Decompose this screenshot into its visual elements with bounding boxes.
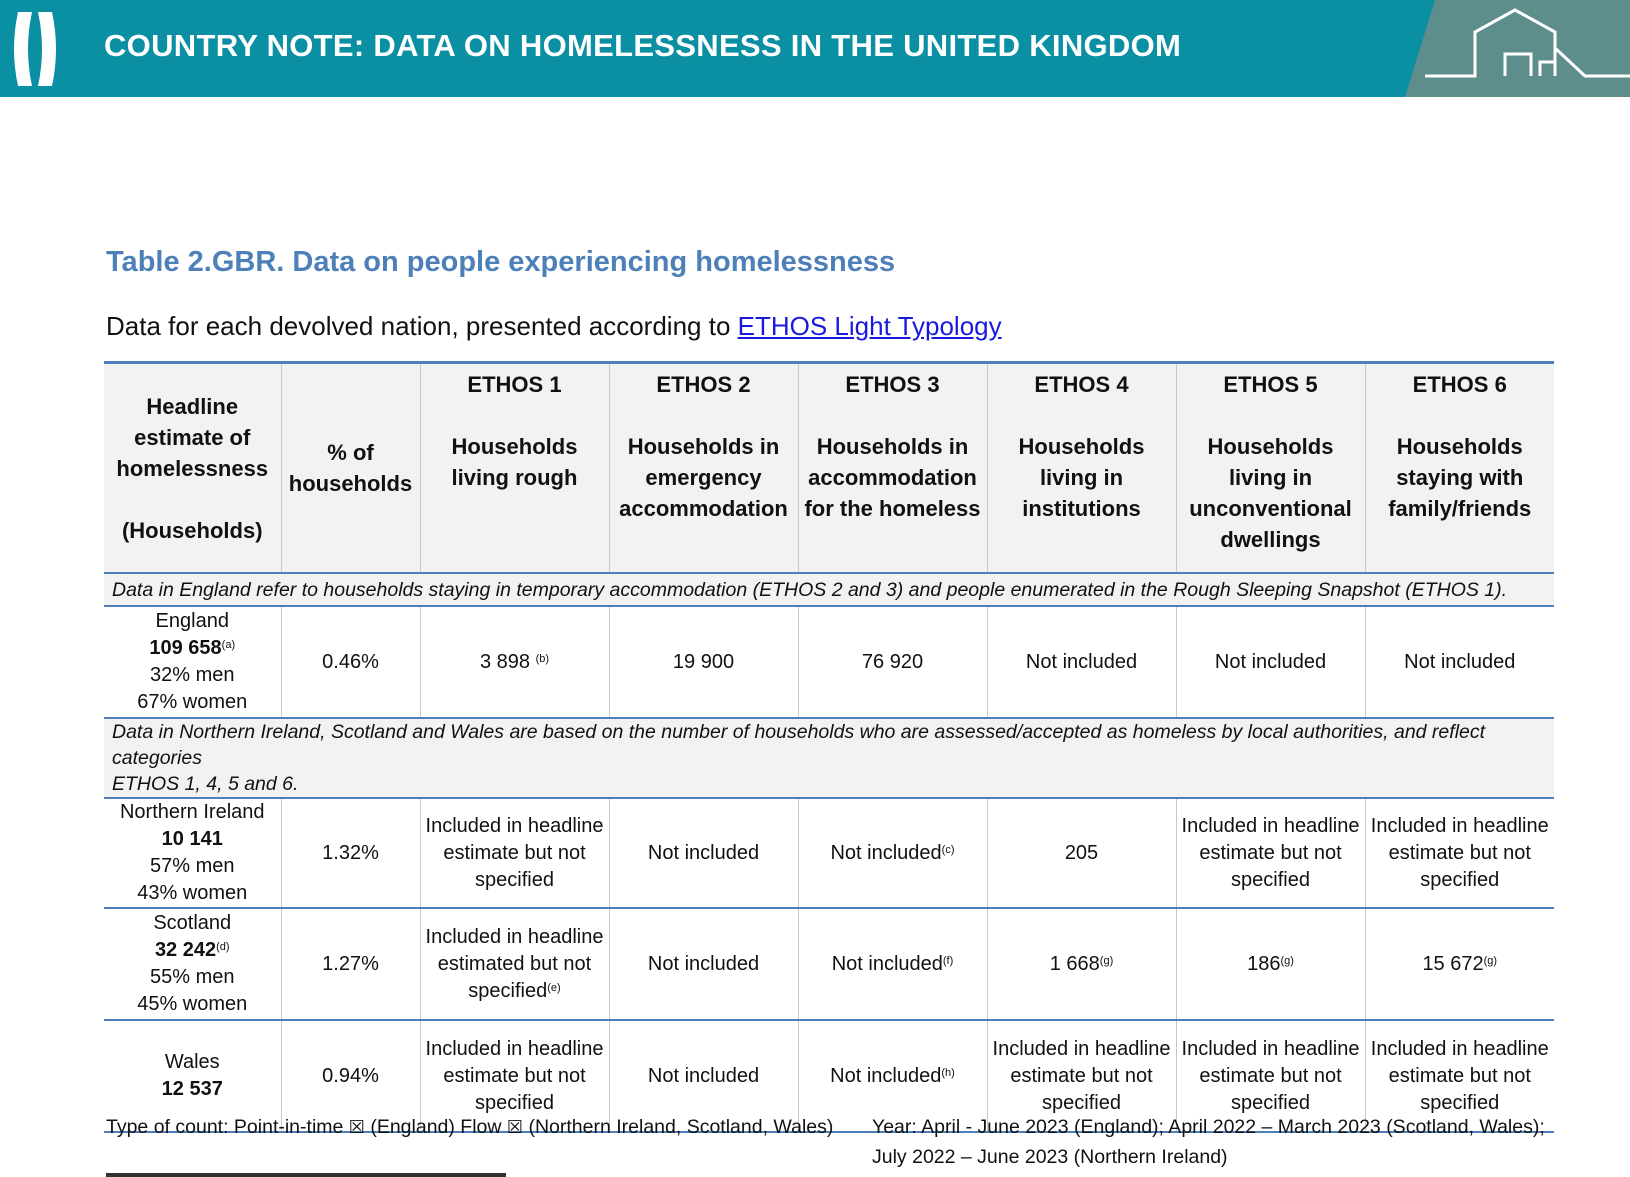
other-nations-note: Data in Northern Ireland, Scotland and Wales are based on the number of households who are assessed/accepted as homeless by local authorities, and reflect categories ETHOS 1, 4, 5 and 6. [104, 718, 1554, 798]
note-row-other-nations [104, 718, 1554, 798]
col-header-ethos-3: ETHOS 3 Households in accommodation for the homeless [798, 363, 987, 574]
wales-ethos2-cell: Not included [609, 1020, 798, 1132]
england-ethos4-cell: Not included [987, 606, 1176, 718]
ni-ethos3-cell: Not included$^{(c)}$ [798, 798, 987, 908]
ni-ethos4-cell: 205 [987, 798, 1176, 908]
col-header-ethos-1: ETHOS 1 Households living rough [420, 363, 609, 574]
scotland-ethos3-cell: Not included$^{(f)}$ [798, 908, 987, 1020]
oecd-chevron-logo-icon [14, 10, 64, 88]
scotland-ethos6-cell: 15 672$^{(g)}$ [1365, 908, 1554, 1020]
table-row-northern-ireland [104, 798, 1554, 908]
scotland-pct-cell: 1.27% [281, 908, 420, 1020]
table-subtitle: Data for each devolved nation, presented according to ETHOS Light Typology [106, 311, 1002, 341]
table-row-scotland [104, 908, 1554, 1020]
wales-ethos1-cell: Included in headline estimate but not specified [420, 1020, 609, 1132]
note-row-england [104, 573, 1554, 606]
ni-ethos2-cell: Not included [609, 798, 798, 908]
table-title: Table 2.GBR. Data on people experiencing homelessness [106, 246, 896, 278]
col-header-percent-households: % of households [281, 363, 420, 574]
checked-box-icon: ☒ [506, 1117, 524, 1138]
page-title: COUNTRY NOTE: DATA ON HOMELESSNESS IN THE UNITED KINGDOM [104, 28, 1182, 63]
table-row-england [104, 606, 1554, 718]
scotland-ethos1-cell: Included in headline estimated but not specified$^{(e)}$ [420, 908, 609, 1020]
wales-ethos4-cell: Included in headline estimate but not specified [987, 1020, 1176, 1132]
col-header-ethos-4: ETHOS 4 Households living in institutions [987, 363, 1176, 574]
type-of-count: Type of count: Point-in-time ☒ (England) Flow ☒ (Northern Ireland, Scotland, Wales) [106, 1116, 834, 1138]
england-note: Data in England refer to households staying in temporary accommodation (ETHOS 2 and 3) and people enumerated in the Rough Sleeping Snapshot (ETHOS 1). [104, 573, 1554, 606]
wales-ethos5-cell: Included in headline estimate but not specified [1176, 1020, 1365, 1132]
table-header-row [104, 363, 1554, 574]
scotland-ethos5-cell: 186$^{(g)}$ [1176, 908, 1365, 1020]
ethos-typology-link[interactable]: ETHOS Light Typology [737, 311, 1002, 341]
header-banner [0, 0, 1630, 97]
england-ethos3-cell: 76 920 [798, 606, 987, 718]
checked-box-icon: ☒ [348, 1117, 365, 1138]
col-header-ethos-6: ETHOS 6 Households staying with family/friends [1365, 363, 1554, 574]
england-ethos2-cell: 19 900 [609, 606, 798, 718]
ni-ethos5-cell: Included in headline estimate but not specified [1176, 798, 1365, 908]
wales-ethos6-cell: Included in headline estimate but not specified [1365, 1020, 1554, 1132]
ni-headline-cell: Northern Ireland 10 141 57% men 43% women [104, 798, 281, 908]
england-ethos6-cell: Not included [1365, 606, 1554, 718]
col-header-ethos-2: ETHOS 2 Households in emergency accommodation [609, 363, 798, 574]
wales-pct-cell: 0.94% [281, 1020, 420, 1132]
house-outline-icon [1405, 0, 1630, 97]
col-header-headline-estimate: Headline estimate of homelessness (Households) [104, 363, 281, 574]
ni-ethos6-cell: Included in headline estimate but not specified [1365, 798, 1554, 908]
england-ethos5-cell: Not included [1176, 606, 1365, 718]
england-headline-cell: England 109 658$^{(a)}$ 32% men 67% women [104, 606, 281, 718]
col-header-ethos-5: ETHOS 5 Households living in unconventional dwellings [1176, 363, 1365, 574]
cut-off-text-fragment [106, 1168, 536, 1177]
scotland-ethos4-cell: 1 668$^{(g)}$ [987, 908, 1176, 1020]
wales-headline-cell: Wales 12 537 [104, 1020, 281, 1132]
wales-ethos3-cell: Not included$^{(h)}$ [798, 1020, 987, 1132]
scotland-ethos2-cell: Not included [609, 908, 798, 1020]
england-pct-cell: 0.46% [281, 606, 420, 718]
year-of-count: Year: April - June 2023 (England); April 2022 – March 2023 (Scotland, Wales); July 2022 – June 2023 (Northern Ireland) [872, 1116, 1545, 1168]
scotland-headline-cell: Scotland 32 242$^{(d)}$ 55% men 45% women [104, 908, 281, 1020]
ni-pct-cell: 1.32% [281, 798, 420, 908]
ni-ethos1-cell: Included in headline estimate but not specified [420, 798, 609, 908]
homelessness-table [104, 361, 1554, 1133]
england-ethos1-cell: 3 898 $^{(b)}$ [420, 606, 609, 718]
